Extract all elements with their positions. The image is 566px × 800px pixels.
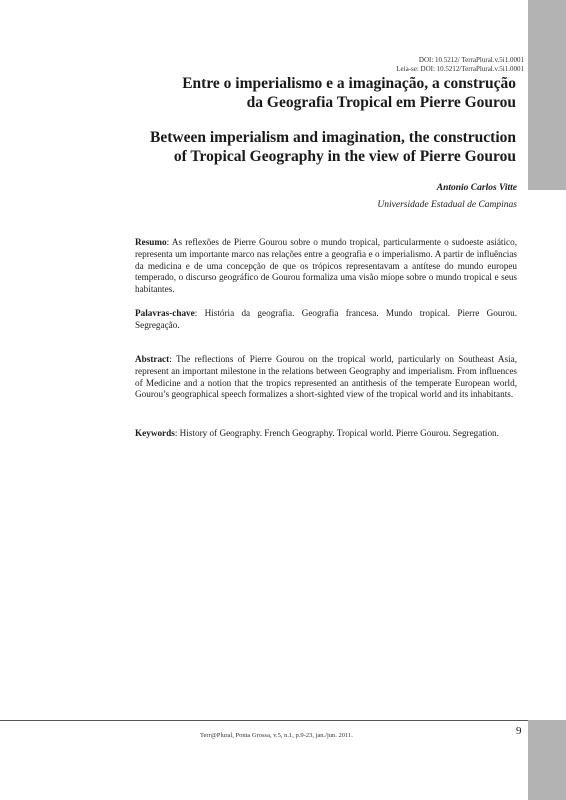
keywords-text: : History of Geography. French Geography. Tropical world. Pierre Gourou. Segregation. xyxy=(174,428,499,438)
title-pt-line-2: da Geografia Tropical em Pierre Gourou xyxy=(246,94,516,111)
resumo-label: Resumo xyxy=(135,237,167,247)
palavras-chave-label: Palavras-chave xyxy=(135,308,195,318)
palavras-chave-paragraph xyxy=(135,308,517,332)
side-tab-top xyxy=(528,0,566,190)
palavras-chave-text: : História da geografia. Geografia francesa. Mundo tropical. Pierre Gourou. Segregação. xyxy=(135,308,517,330)
abstract-label: Abstract xyxy=(135,354,170,364)
doi-line-2: Leia-se: DOI: 10.5212/TerraPlural.v.5i1.0001 xyxy=(396,64,524,73)
title-portuguese xyxy=(90,74,516,112)
page-number: 9 xyxy=(516,725,522,737)
doi-line-1: DOI: 10.5212/ TerraPlural.v.5i1.0001 xyxy=(418,56,524,64)
footer-citation: Terr@Plural, Ponta Grossa, v.5, n.1, p.9-23, jan./jun. 2011. xyxy=(200,732,353,739)
title-en-line-2: of Tropical Geography in the view of Pierre Gourou xyxy=(173,148,516,165)
resumo-text: : As reflexões de Pierre Gourou sobre o mundo tropical, particularmente o sudoeste asiático, representa um importante marco nas relações entre a geografia e o imperialismo. A partir de influências da medicina e de uma concepção de que os trópicos representavam a antítese do mundo europeu temperado, o discurso geográfico de Gourou formaliza uma visão míope sobre o mundo tropical e seus habitantes. xyxy=(135,237,517,295)
doi-block xyxy=(396,56,524,73)
abstract-paragraph xyxy=(135,354,517,401)
title-pt-line-1: Entre o imperialismo e a imaginação, a construção xyxy=(182,75,516,92)
title-en-line-1: Between imperialism and imagination, the construction xyxy=(150,129,516,146)
title-english xyxy=(90,128,516,166)
side-tab-bottom xyxy=(528,720,566,800)
keywords-paragraph xyxy=(135,428,517,440)
footer-divider xyxy=(0,720,528,721)
author-affiliation: Universidade Estadual de Campinas xyxy=(377,200,517,210)
abstract-text: : The reflections of Pierre Gourou on the tropical world, particularly on Southeast Asia, represent an important milestone in the relations between Geography and imperialism. From influences of Medicine and a notion that the tropics represented an antithesis of the temperate European world, Gourou’s geographical speech formalizes a short-sighted view of the tropical world and its inhabitants. xyxy=(135,354,517,400)
resumo-paragraph xyxy=(135,237,517,296)
keywords-label: Keywords xyxy=(135,428,175,438)
author-name: Antonio Carlos Vitte xyxy=(436,183,517,193)
